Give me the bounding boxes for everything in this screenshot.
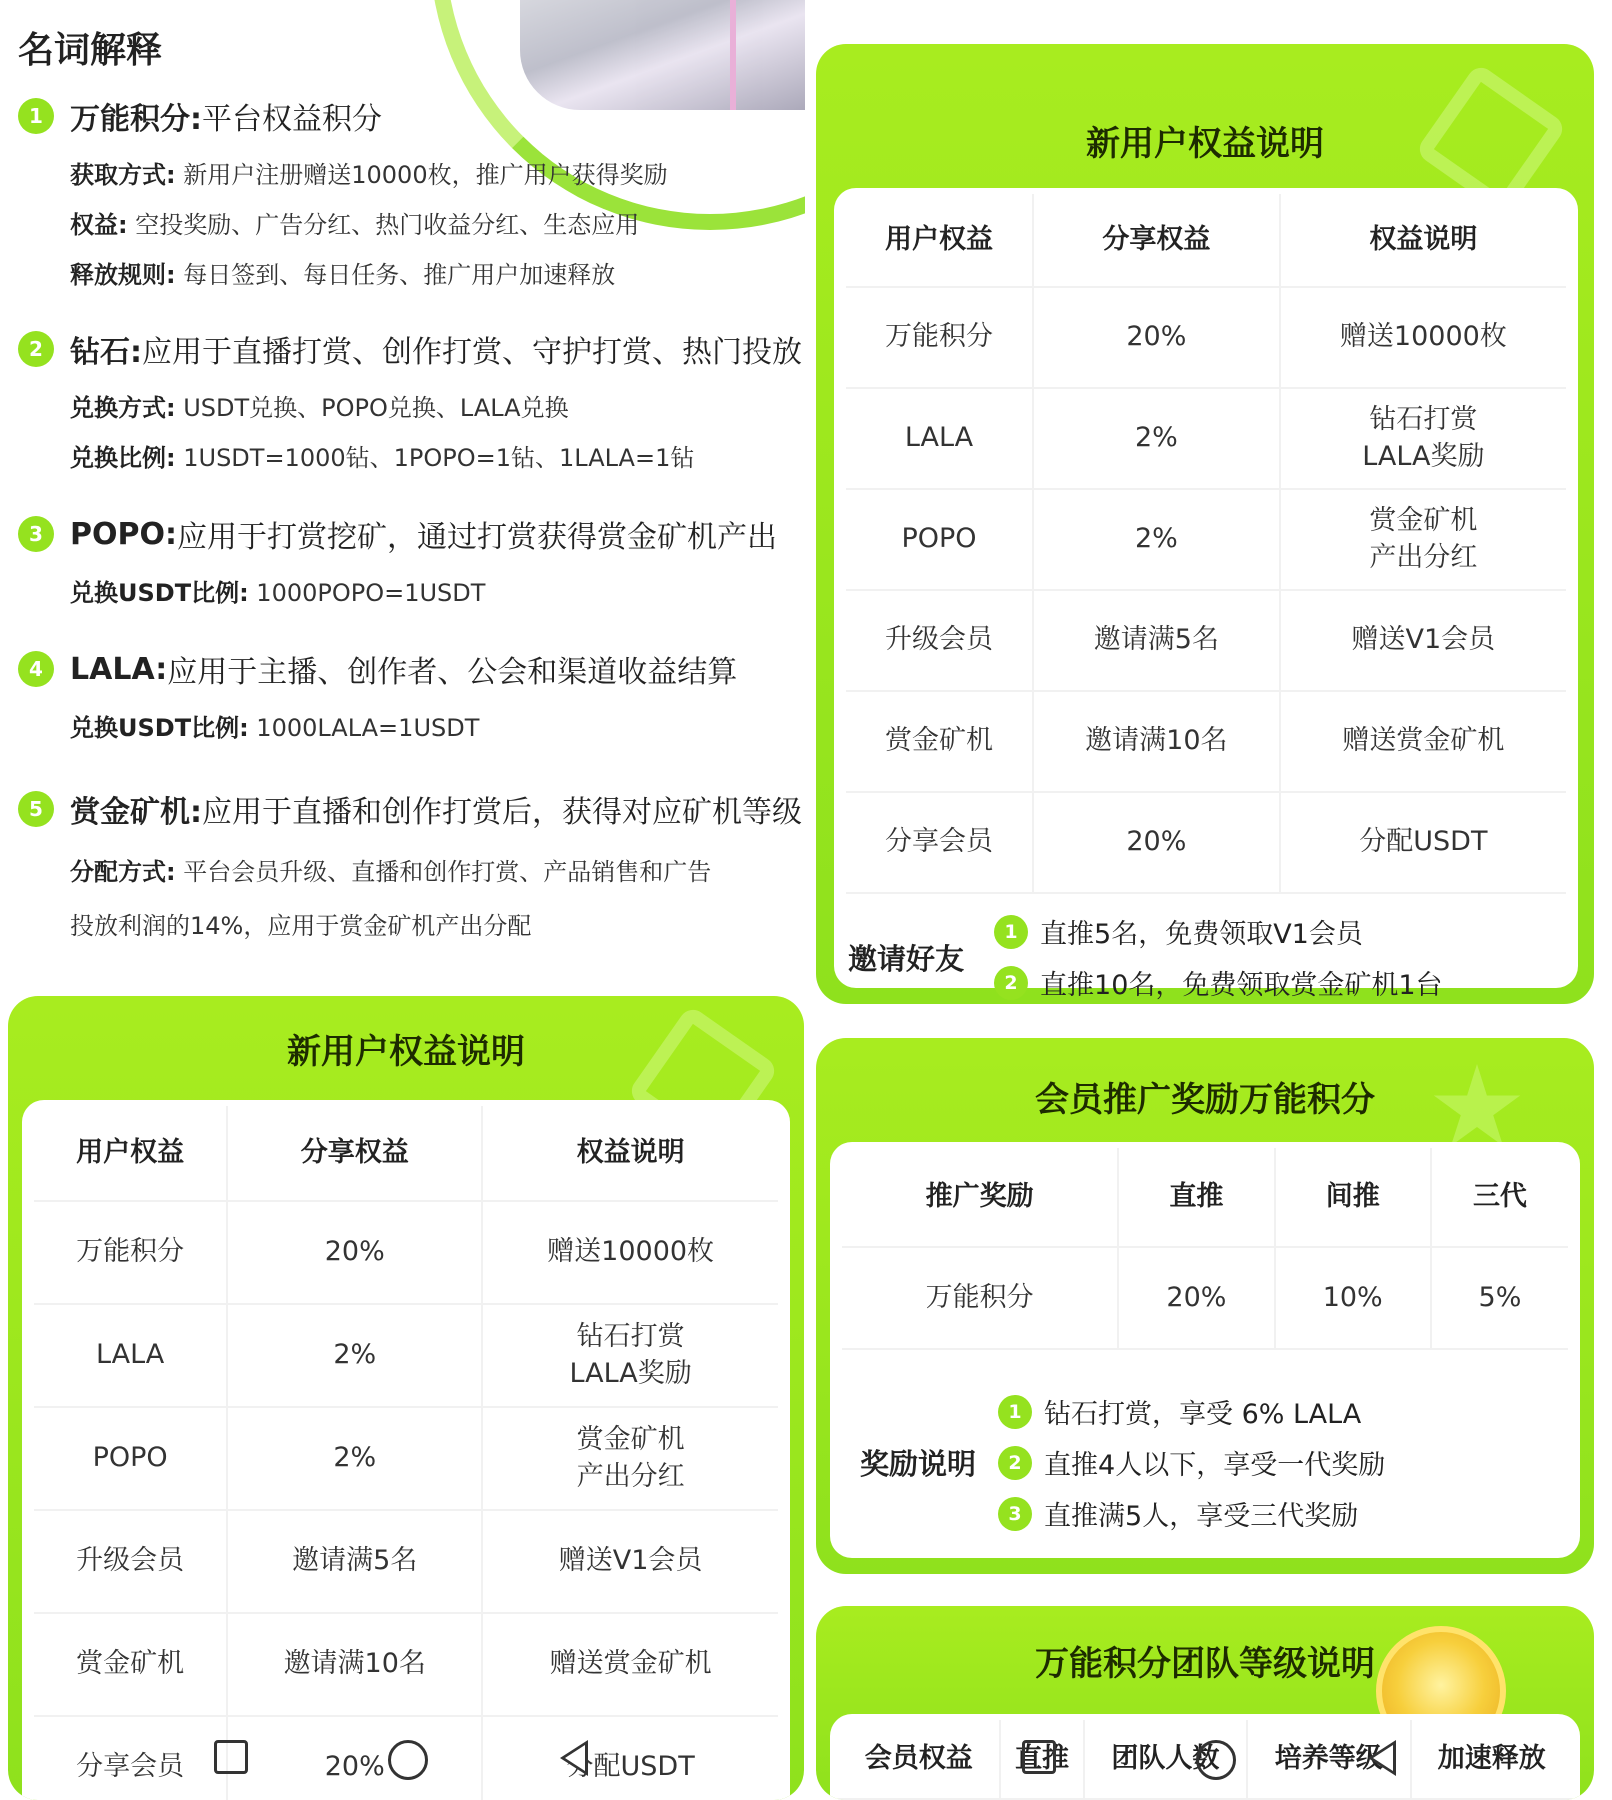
table-cell: 钻石打赏 LALA奖励 xyxy=(1281,389,1566,490)
table-row xyxy=(34,1408,778,1511)
table-cell: 分配USDT xyxy=(483,1717,778,1800)
home-icon-2[interactable] xyxy=(1196,1740,1236,1780)
table-row xyxy=(34,1614,778,1717)
number-badge: 4 xyxy=(18,651,54,687)
table-header: 权益说明 xyxy=(1281,194,1566,288)
table-cell: 赏金矿机 xyxy=(34,1614,228,1717)
benefits-panel xyxy=(834,188,1578,1001)
glossary-term: POPO: xyxy=(70,516,177,552)
table-cell: 邀请满5名 xyxy=(1034,591,1281,692)
member-promo-card xyxy=(816,1038,1594,1574)
glossary-item-1 xyxy=(18,94,668,290)
invite-label: 邀请好友 xyxy=(848,937,964,978)
table-cell: POPO xyxy=(846,490,1034,591)
table-row xyxy=(846,490,1566,591)
glossary-desc: 应用于主播、创作者、公会和渠道收益结算 xyxy=(167,655,738,690)
glossary-line: 兑换比例: 1USDT=1000钻、1POPO=1钻、1LALA=1钻 xyxy=(70,444,695,472)
card-title: 万能积分团队等级说明 xyxy=(1035,1644,1375,1684)
table-cell: 20% xyxy=(1119,1248,1275,1350)
table-cell: 2% xyxy=(1034,389,1281,490)
table-cell: 万能积分 xyxy=(846,288,1034,389)
table-cell: 10% xyxy=(1276,1248,1432,1350)
invite-friends-section xyxy=(848,900,1443,1004)
table-cell: 升级会员 xyxy=(34,1511,228,1614)
back-icon-2[interactable] xyxy=(1368,1740,1396,1776)
table-header: 加速释放 xyxy=(1412,1720,1572,1800)
back-icon[interactable] xyxy=(560,1740,588,1776)
glossary-desc: 平台权益积分 xyxy=(202,102,382,137)
table-cell: 20% xyxy=(1034,793,1281,894)
glossary-line: 投放利润的14%，应用于赏金矿机产出分配 xyxy=(70,912,532,940)
table-cell: 分享会员 xyxy=(846,793,1034,894)
table-cell: 赏金矿机 产出分红 xyxy=(483,1408,778,1511)
promo-table xyxy=(842,1148,1568,1350)
table-cell: 万能积分 xyxy=(34,1202,228,1305)
glossary-item-2 xyxy=(18,327,802,473)
invite-item: 1 直推5名，免费领取V1会员 xyxy=(994,912,1443,951)
benefits-panel xyxy=(22,1100,790,1800)
table-row xyxy=(34,1305,778,1408)
table-header: 直推 xyxy=(1001,1720,1084,1800)
table-cell: 邀请满10名 xyxy=(228,1614,483,1717)
table-cell: 钻石打赏 LALA奖励 xyxy=(483,1305,778,1408)
table-cell: POPO xyxy=(34,1408,228,1511)
table-header: 分享权益 xyxy=(1034,194,1281,288)
glossary-line: 兑换方式: USDT兑换、POPO兑换、LALA兑换 xyxy=(70,394,569,422)
glossary-term: 万能积分: xyxy=(70,102,202,137)
table-cell: 赠送10000枚 xyxy=(483,1202,778,1305)
table-cell: LALA xyxy=(34,1305,228,1408)
glossary-term: 钻石: xyxy=(70,335,142,370)
table-cell: 赏金矿机 xyxy=(846,692,1034,793)
table-cell: 赠送V1会员 xyxy=(483,1511,778,1614)
table-header: 推广奖励 xyxy=(842,1148,1119,1248)
reward-note-item: 2 直推4人以下，享受一代奖励 xyxy=(998,1443,1385,1482)
table-cell: 赠送10000枚 xyxy=(1281,288,1566,389)
card-title: 会员推广奖励万能积分 xyxy=(1035,1080,1375,1120)
table-header: 间推 xyxy=(1276,1148,1432,1248)
home-icon[interactable] xyxy=(388,1740,428,1780)
table-row xyxy=(846,692,1566,793)
glossary-line: 获取方式: 新用户注册赠送10000枚，推广用户获得奖励 xyxy=(70,161,668,189)
recent-apps-icon-2[interactable] xyxy=(1022,1740,1056,1774)
glossary-line: 权益: 空投奖励、广告分红、热门收益分红、生态应用 xyxy=(70,211,640,239)
benefits-table xyxy=(846,194,1566,894)
glossary-item-4 xyxy=(18,647,737,743)
table-cell: 邀请满10名 xyxy=(1034,692,1281,793)
table-header: 权益说明 xyxy=(483,1106,778,1202)
table-header: 三代 xyxy=(1432,1148,1568,1248)
card-title: 新用户权益说明 xyxy=(287,1032,525,1072)
reward-notes-section xyxy=(860,1380,1385,1545)
recent-apps-icon[interactable] xyxy=(214,1740,248,1774)
table-row xyxy=(34,1202,778,1305)
reward-note-item: 1 钻石打赏，享受 6% LALA xyxy=(998,1392,1385,1431)
table-header: 培养等级 xyxy=(1248,1720,1411,1800)
glossary-item-3 xyxy=(18,512,777,608)
card-title: 新用户权益说明 xyxy=(1086,124,1324,164)
table-cell: 赠送赏金矿机 xyxy=(483,1614,778,1717)
glossary-item-5 xyxy=(18,787,802,941)
glossary-section xyxy=(0,0,805,980)
table-cell: 20% xyxy=(228,1717,483,1800)
new-user-benefits-card xyxy=(816,44,1594,1004)
table-header: 直推 xyxy=(1119,1148,1275,1248)
table-header: 用户权益 xyxy=(34,1106,228,1202)
table-cell: 2% xyxy=(228,1305,483,1408)
table-row xyxy=(842,1248,1568,1350)
table-cell: LALA xyxy=(846,389,1034,490)
system-nav-bar xyxy=(0,1740,1612,1800)
glossary-line: 兑换USDT比例: 1000LALA=1USDT xyxy=(70,714,480,742)
table-header: 会员权益 xyxy=(838,1720,1001,1800)
table-cell: 2% xyxy=(228,1408,483,1511)
table-cell: 2% xyxy=(1034,490,1281,591)
glossary-desc: 应用于直播打赏、创作打赏、守护打赏、热门投放 xyxy=(142,335,802,370)
table-cell: 赠送V1会员 xyxy=(1281,591,1566,692)
table-cell: 20% xyxy=(1034,288,1281,389)
reward-notes-label: 奖励说明 xyxy=(860,1442,976,1483)
table-row xyxy=(846,389,1566,490)
number-badge: 5 xyxy=(18,791,54,827)
table-cell: 赠送赏金矿机 xyxy=(1281,692,1566,793)
reward-note-item: 3 直推满5人，享受三代奖励 xyxy=(998,1494,1385,1533)
glossary-line: 释放规则: 每日签到、每日任务、推广用户加速释放 xyxy=(70,261,616,289)
table-header: 团队人数 xyxy=(1085,1720,1248,1800)
glossary-title: 名词解释 xyxy=(18,30,163,71)
table-header: 用户权益 xyxy=(846,194,1034,288)
glossary-line: 分配方式: 平台会员升级、直播和创作打赏、产品销售和广告 xyxy=(70,858,712,886)
benefits-table xyxy=(34,1106,778,1800)
new-user-benefits-card-2 xyxy=(8,996,804,1800)
table-cell: 升级会员 xyxy=(846,591,1034,692)
table-row xyxy=(846,793,1566,894)
table-cell: 邀请满5名 xyxy=(228,1511,483,1614)
table-cell: 分享会员 xyxy=(34,1717,228,1800)
glossary-line: 兑换USDT比例: 1000POPO=1USDT xyxy=(70,579,486,607)
table-row xyxy=(34,1511,778,1614)
table-cell: 赏金矿机 产出分红 xyxy=(1281,490,1566,591)
glossary-term: LALA: xyxy=(70,651,168,687)
promo-panel xyxy=(830,1142,1580,1558)
table-row xyxy=(846,591,1566,692)
number-badge: 3 xyxy=(18,516,54,552)
table-header: 分享权益 xyxy=(228,1106,483,1202)
table-cell: 20% xyxy=(228,1202,483,1305)
glossary-desc: 应用于直播和创作打赏后，获得对应矿机等级 xyxy=(202,795,802,830)
glossary-desc: 应用于打赏挖矿，通过打赏获得赏金矿机产出 xyxy=(176,520,777,555)
glossary-term: 赏金矿机: xyxy=(70,795,202,830)
table-cell: 5% xyxy=(1432,1248,1568,1350)
number-badge: 2 xyxy=(18,331,54,367)
table-cell: 万能积分 xyxy=(842,1248,1119,1350)
invite-item: 2 直推10名，免费领取赏金矿机1台 xyxy=(994,963,1443,1002)
number-badge: 1 xyxy=(18,98,54,134)
table-cell: 分配USDT xyxy=(1281,793,1566,894)
table-row xyxy=(846,288,1566,389)
